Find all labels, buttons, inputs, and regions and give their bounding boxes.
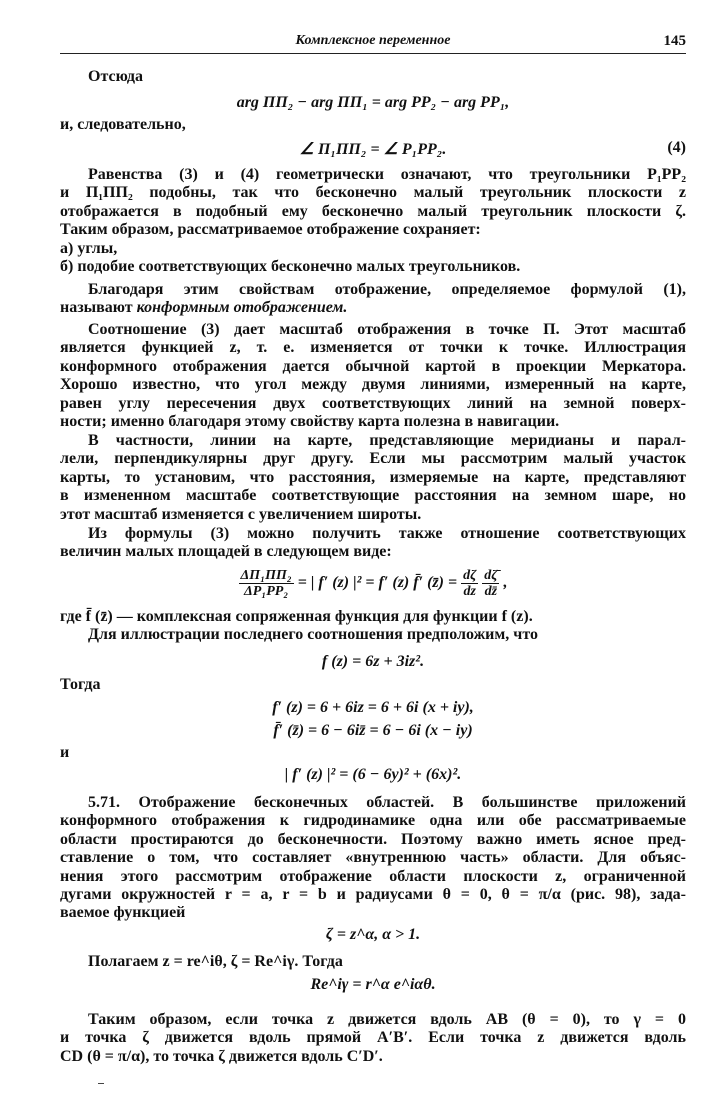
line <box>60 794 686 812</box>
text: называют <box>60 299 137 317</box>
line: Равенства (3) и (4) геометрически означают, что треугольники P₁PP₂ <box>88 166 686 183</box>
line: в измененном масштабе соответствующие расстояния на земном шаре, но <box>60 487 686 505</box>
list-item: а) углы, <box>60 239 118 257</box>
equation-modulus: | f′ (z) |² = (6 − 6y)² + (6x)². <box>284 766 462 783</box>
text-line <box>60 744 686 762</box>
line: Соотношение (3) дает масштаб отображения в точке Π. Этот масштаб <box>88 321 686 338</box>
text-line <box>60 68 686 86</box>
line: Благодаря этим свойствам отображение, определяемое формулой (1), <box>88 281 686 298</box>
term-conformal-mapping: конформным отображением. <box>136 299 348 317</box>
line: Таким образом, если точка z движется вдоль AB (θ = 0), то γ = 0 <box>88 1011 686 1028</box>
equation-f-prime-conj: f̄′ (z̄) = 6 − 6iz̄ = 6 − 6i (x − iy) <box>273 722 473 739</box>
line: ставление о том, что составляет «внутреннюю часть» области. Для объяс- <box>60 849 686 867</box>
line: этот масштаб изменяется с увеличением широты. <box>60 505 422 523</box>
equation-f: f (z) = 6z + 3iz². <box>321 653 425 670</box>
line: дугами окружностей r = a, r = b и радиусами θ = 0, θ = π/α (рис. 98), зада- <box>60 886 686 904</box>
paragraph-7 <box>60 1011 686 1066</box>
line: ности; именно благодаря этому свойству карта полезна в навигации. <box>60 413 560 431</box>
equation-re: Re^iγ = r^α e^iαθ. <box>310 976 436 993</box>
line: CD (θ = π/α), то точка ζ движется вдоль C′D′. <box>60 1047 383 1065</box>
text-block <box>60 608 686 645</box>
numerator: ΔΠ₁ΠΠ₂ <box>240 568 292 583</box>
numerator: dζ <box>463 568 477 583</box>
text-togda: Тогда <box>60 676 101 693</box>
header-rule <box>60 53 686 54</box>
line: и Π₁ΠΠ₂ подобны, так что бесконечно малый треугольник плоскости z <box>60 184 686 202</box>
line: Хорошо известно, что угол между двумя линиями, измеренный на карте, <box>60 376 686 394</box>
denominator: dz̄ <box>484 584 498 599</box>
line: Таким образом, рассматриваемое отображение сохраняет: <box>60 221 481 239</box>
equation-4-formula: ∠ Π₁ΠΠ₂ = ∠ P₁PP₂. <box>299 141 447 158</box>
fraction <box>482 568 499 599</box>
text-polagaem: Полагаем z = re^iθ, ζ = Re^iγ. Тогда <box>88 953 343 970</box>
numerator: dζ̄ <box>484 568 498 583</box>
running-title: Комплексное переменное <box>295 33 451 48</box>
line: и точка ζ движется вдоль прямой A′B′. Если точка z движется вдоль <box>60 1029 686 1047</box>
denominator: ΔP₁PP₂ <box>244 584 289 599</box>
line: Из формулы (3) можно получить также отношение соответствующих <box>88 525 686 542</box>
print-mark <box>98 1083 104 1084</box>
line: лели, перпендикулярны друг другу. Если мы рассмотрим малый участок <box>60 450 686 468</box>
equation-4 <box>60 139 686 159</box>
line: конформного отображения дается обычной картой в проекции Меркатора. <box>60 357 686 375</box>
line: конформного отображения к гидродинамике одна или обе рассматриваемые <box>60 812 686 830</box>
line: ваемое функцией <box>60 904 186 922</box>
page-number: 145 <box>663 33 686 49</box>
line: Для иллюстрации последнего соотношения предположим, что <box>88 626 538 644</box>
text-line <box>60 676 686 694</box>
equation-f-prime: f′ (z) = 6 + 6iz = 6 + 6i (x + iy), <box>272 699 474 716</box>
line <box>60 299 686 317</box>
paragraph-3 <box>60 321 686 431</box>
line: карты, то установим, что расстояния, измеряемые на карте, представляют <box>60 468 686 486</box>
line: области простираются до бесконечности. Поэтому важно иметь ясное пред- <box>60 830 686 848</box>
line: нения этого рассмотрим отображение области плоскости z, ограниченной <box>60 867 686 885</box>
equation-arg: arg ΠΠ₂ − arg ΠΠ₁ = arg PP₂ − arg PP₁, <box>236 94 510 111</box>
list-item: б) подобие соответствующих бесконечно малых треугольников. <box>60 258 521 276</box>
line: равен углу пересечения двух соответствующих линий на земной поверх- <box>60 394 686 412</box>
line: где f̄ (z̄) — комплексная сопряженная функция для функции f (z). <box>60 608 533 625</box>
equation-area-ratio <box>60 568 686 599</box>
text-line <box>60 953 686 971</box>
denominator: dz <box>463 584 476 599</box>
line: отображается в подобный ему бесконечно малый треугольник плоскости ζ. <box>60 202 686 220</box>
text-i: и <box>60 744 70 761</box>
paragraph-2 <box>60 281 686 318</box>
equation-middle: = | f′ (z) |² = f′ (z) f̄′ (z̄) = <box>297 574 458 592</box>
paragraph-5 <box>60 525 686 562</box>
paragraph-1 <box>60 166 686 276</box>
text-line <box>60 116 686 134</box>
fraction <box>461 568 478 599</box>
equation-number: (4) <box>667 139 686 156</box>
text-otsyuda: Отсюда <box>88 68 144 85</box>
equation-zeta: ζ = z^α, α > 1. <box>325 926 421 943</box>
running-header <box>60 33 686 51</box>
fraction <box>239 568 294 599</box>
text-sledovatelno: и, следовательно, <box>60 116 186 133</box>
line: величин малых площадей в следующем виде: <box>60 543 392 561</box>
punctuation: , <box>503 574 508 592</box>
paragraph-4 <box>60 432 686 524</box>
line: В частности, линии на карте, представляющие меридианы и парал- <box>88 432 686 449</box>
section-5-71 <box>60 794 686 923</box>
line: является функцией z, т. е. изменяется от точки к точке. Иллюстрация <box>60 339 686 357</box>
section-heading: 5.71. Отображение бесконечных областей. <box>88 794 435 811</box>
text: В большинстве приложений <box>434 794 686 811</box>
